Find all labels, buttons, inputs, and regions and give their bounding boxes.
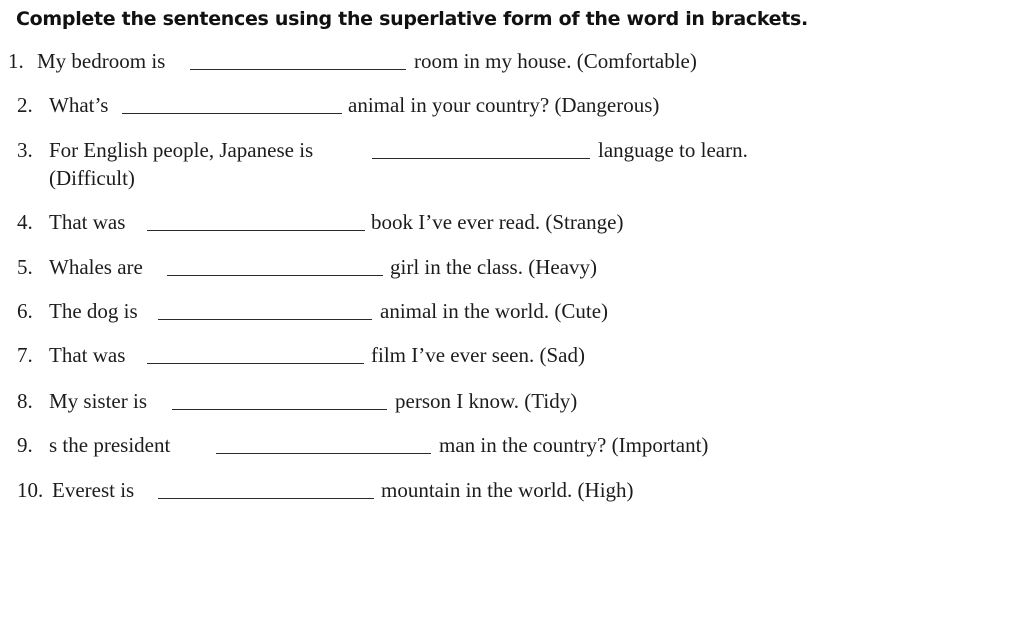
exercise-item-8: [0, 389, 1024, 417]
exercise-item-3: [0, 138, 1024, 166]
item-number: 5.: [17, 255, 33, 279]
item-number: 4.: [17, 210, 33, 234]
item-after-text: animal in the world. (Cute): [380, 299, 609, 323]
answer-blank-3[interactable]: [372, 158, 590, 159]
item-text: My bedroom is: [37, 49, 166, 73]
answer-blank-5[interactable]: [167, 275, 383, 276]
item-text: That was: [49, 343, 126, 367]
exercise-item-9: [0, 433, 1024, 461]
item-number: 10.: [17, 478, 44, 502]
exercise-item-1: [0, 49, 1024, 77]
item-text: That was: [49, 210, 126, 234]
item-after-text: person I know. (Tidy): [395, 389, 578, 413]
item-text: What’s: [49, 93, 109, 117]
item-number: 7.: [17, 343, 33, 367]
page-title: Complete the sentences using the superlative form of the word in brackets.: [16, 8, 808, 30]
answer-blank-7[interactable]: [147, 363, 364, 364]
answer-blank-6[interactable]: [158, 319, 372, 320]
item-text: The dog is: [49, 299, 138, 323]
answer-blank-4[interactable]: [147, 230, 365, 231]
item-after-text: girl in the class. (Heavy): [390, 255, 598, 279]
answer-blank-1[interactable]: [190, 69, 406, 70]
item-number: 9.: [17, 433, 33, 457]
exercise-item-5: [0, 255, 1024, 283]
answer-blank-9[interactable]: [216, 453, 431, 454]
item-text: s the president: [49, 433, 171, 457]
answer-blank-8[interactable]: [172, 409, 387, 410]
item-after-text: animal in your country? (Dangerous): [348, 93, 660, 117]
item-after-text: man in the country? (Important): [439, 433, 709, 457]
item-after-text: room in my house. (Comfortable): [414, 49, 697, 73]
item-number: 3.: [17, 138, 33, 162]
exercise-item-6: [0, 299, 1024, 327]
item-number: 8.: [17, 389, 33, 413]
item-number: 6.: [17, 299, 33, 323]
item-number: 2.: [17, 93, 33, 117]
answer-blank-10[interactable]: [158, 498, 374, 499]
item-text: My sister is: [49, 389, 148, 413]
item-text: Everest is: [52, 478, 135, 502]
exercise-item-2: [0, 93, 1024, 121]
item-3-continuation: (Difficult): [49, 166, 135, 190]
item-text: Whales are: [49, 255, 143, 279]
exercise-item-10: [0, 478, 1024, 506]
item-after-text: mountain in the world. (High): [381, 478, 634, 502]
item-after-text: language to learn.: [598, 138, 748, 162]
exercise-item-7: [0, 343, 1024, 371]
answer-blank-2[interactable]: [122, 113, 342, 114]
item-number: 1.: [8, 49, 24, 73]
exercise-item-4: [0, 210, 1024, 238]
item-after-text: film I’ve ever seen. (Sad): [371, 343, 585, 367]
item-after-text: book I’ve ever read. (Strange): [371, 210, 624, 234]
item-text: For English people, Japanese is: [49, 138, 314, 162]
